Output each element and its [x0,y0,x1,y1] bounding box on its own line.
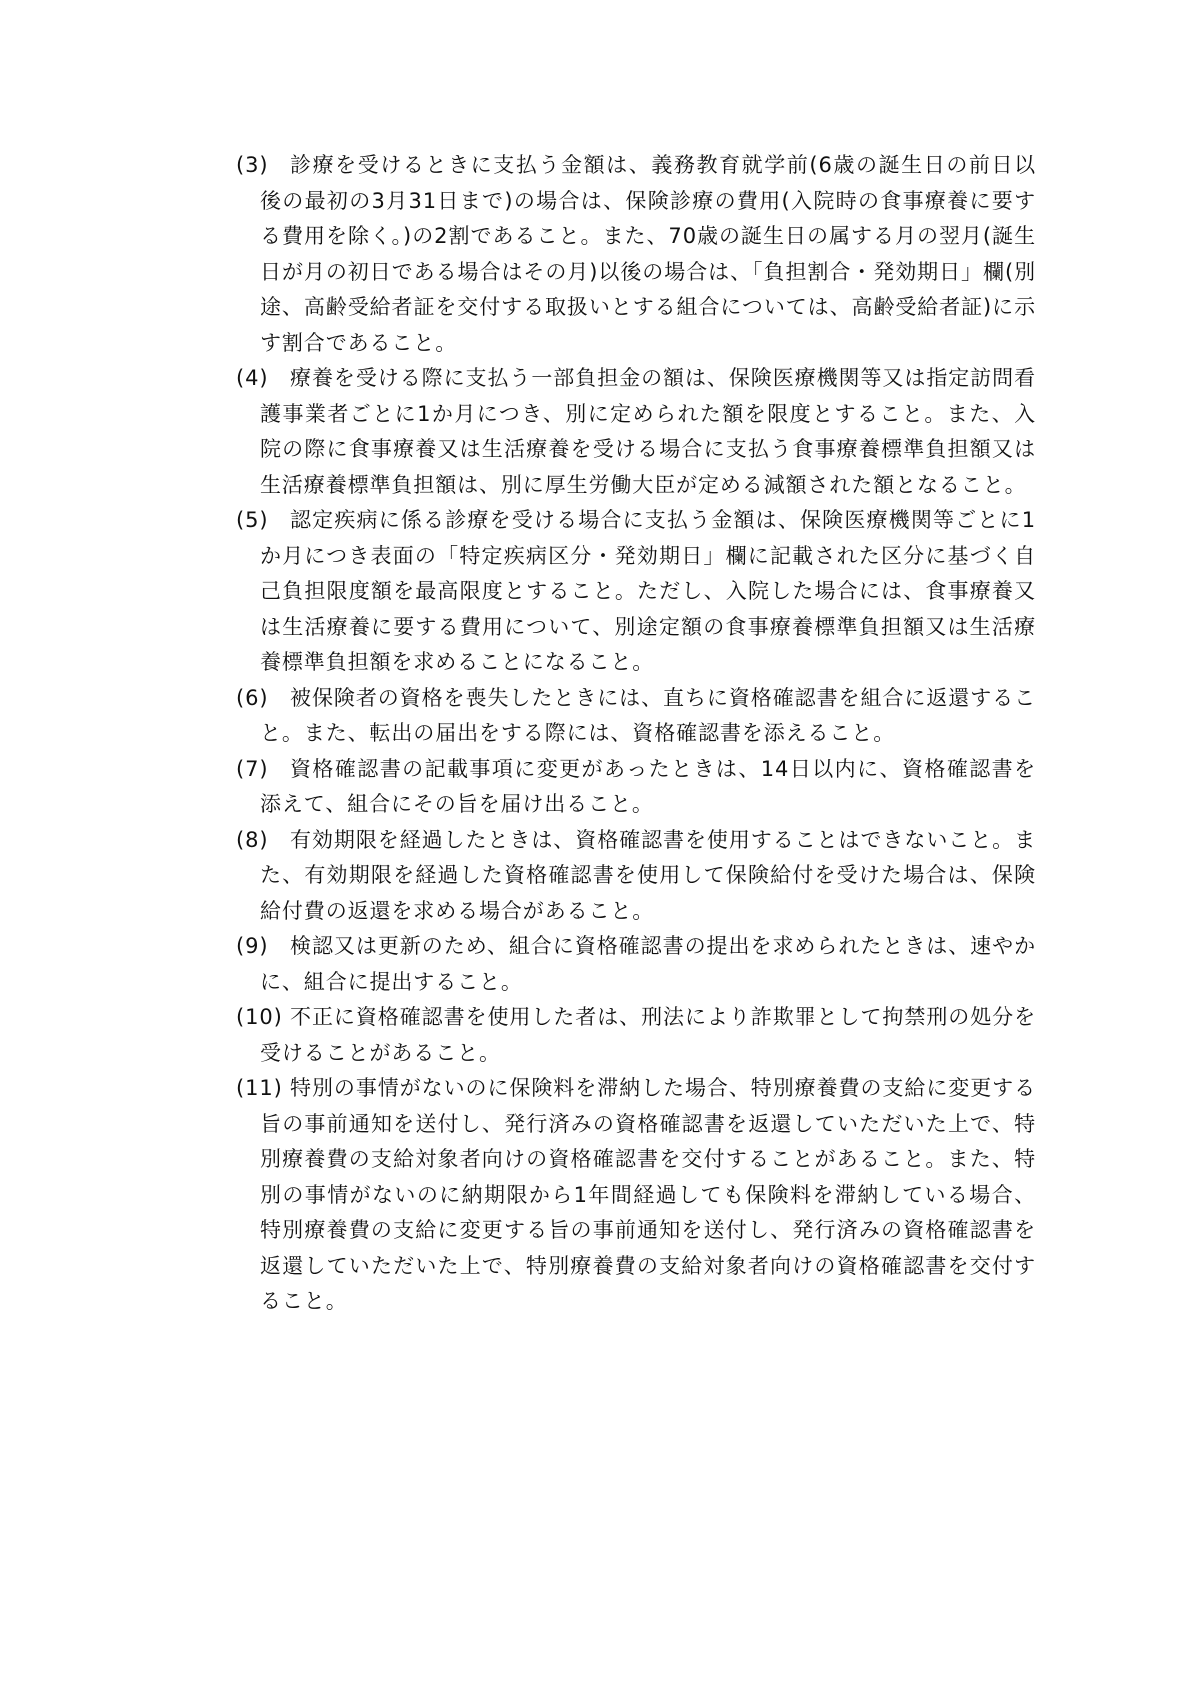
item-number: (7) [236,756,269,781]
item-number: (8) [236,827,269,852]
item-number: (10) [236,1005,283,1029]
item-text: 認定疾病に係る診療を受ける場合に支払う金額は、保険医療機関等ごとに1か月につき表面の「特定疾病区分・発効期日」欄に記載された区分に基づく自己負担限度額を最高限度とすること。ただし、入院した場合には、食事療養又は生活療養に要する費用について、別途定額の食事療養標準負担額又は生活療養標準負担額を求めることになること。 [260,508,1036,674]
item-text: 有効期限を経過したときは、資格確認書を使用することはできないこと。また、有効期限を経過した資格確認書を使用して保険給付を受けた場合は、保険給付費の返還を求める場合があること。 [260,827,1036,923]
list-item [236,752,1036,823]
item-text: 療養を受ける際に支払う一部負担金の額は、保険医療機関等又は指定訪問看護事業者ごとに1か月につき、別に定められた額を限度とすること。また、入院の際に食事療養又は生活療養を受ける場合に支払う食事療養標準負担額又は生活療養標準負担額は、別に厚生労働大臣が定める減額された額となること。 [260,366,1036,497]
list-item [236,1071,1036,1320]
item-number: (3) [236,153,269,177]
item-number: (4) [236,366,269,390]
item-text: 不正に資格確認書を使用した者は、刑法により詐欺罪として拘禁刑の処分を受けることがあること。 [260,1005,1036,1065]
item-number: (11) [236,1076,283,1100]
list-item [236,823,1036,930]
notes-list [236,148,1036,1320]
item-number: (5) [236,508,269,532]
item-text: 被保険者の資格を喪失したときには、直ちに資格確認書を組合に返還すること。また、転出の届出をする際には、資格確認書を添えること。 [260,685,1036,745]
item-number: (9) [236,934,269,958]
item-text: 資格確認書の記載事項に変更があったときは、14日以内に、資格確認書を添えて、組合にその旨を届け出ること。 [260,756,1036,816]
list-item [236,929,1036,1000]
list-item [236,1000,1036,1071]
item-text: 特別の事情がないのに保険料を滞納した場合、特別療養費の支給に変更する旨の事前通知を送付し、発行済みの資格確認書を返還していただいた上で、特別療養費の支給対象者向けの資格確認書を交付することがあること。また、特別の事情がないのに納期限から1年間経過しても保険料を滞納している場合、特別療養費の支給に変更する旨の事前通知を送付し、発行済みの資格確認書を返還していただいた上で、特別療養費の支給対象者向けの資格確認書を交付すること。 [260,1076,1036,1313]
item-number: (6) [236,685,269,710]
list-item [236,148,1036,361]
list-item [236,681,1036,752]
item-text: 検認又は更新のため、組合に資格確認書の提出を求められたときは、速やかに、組合に提出すること。 [260,934,1036,994]
item-text: 診療を受けるときに支払う金額は、義務教育就学前(6歳の誕生日の前日以後の最初の3月31日まで)の場合は、保険診療の費用(入院時の食事療養に要する費用を除く。)の2割であること。また、70歳の誕生日の属する月の翌月(誕生日が月の初日である場合はその月)以後の場合は、「負担割合・発効期日」欄(別途、高齢受給者証を交付する取扱いとする組合については、高齢受給者証)に示す割合であること。 [260,153,1036,355]
list-item [236,361,1036,503]
list-item [236,503,1036,681]
